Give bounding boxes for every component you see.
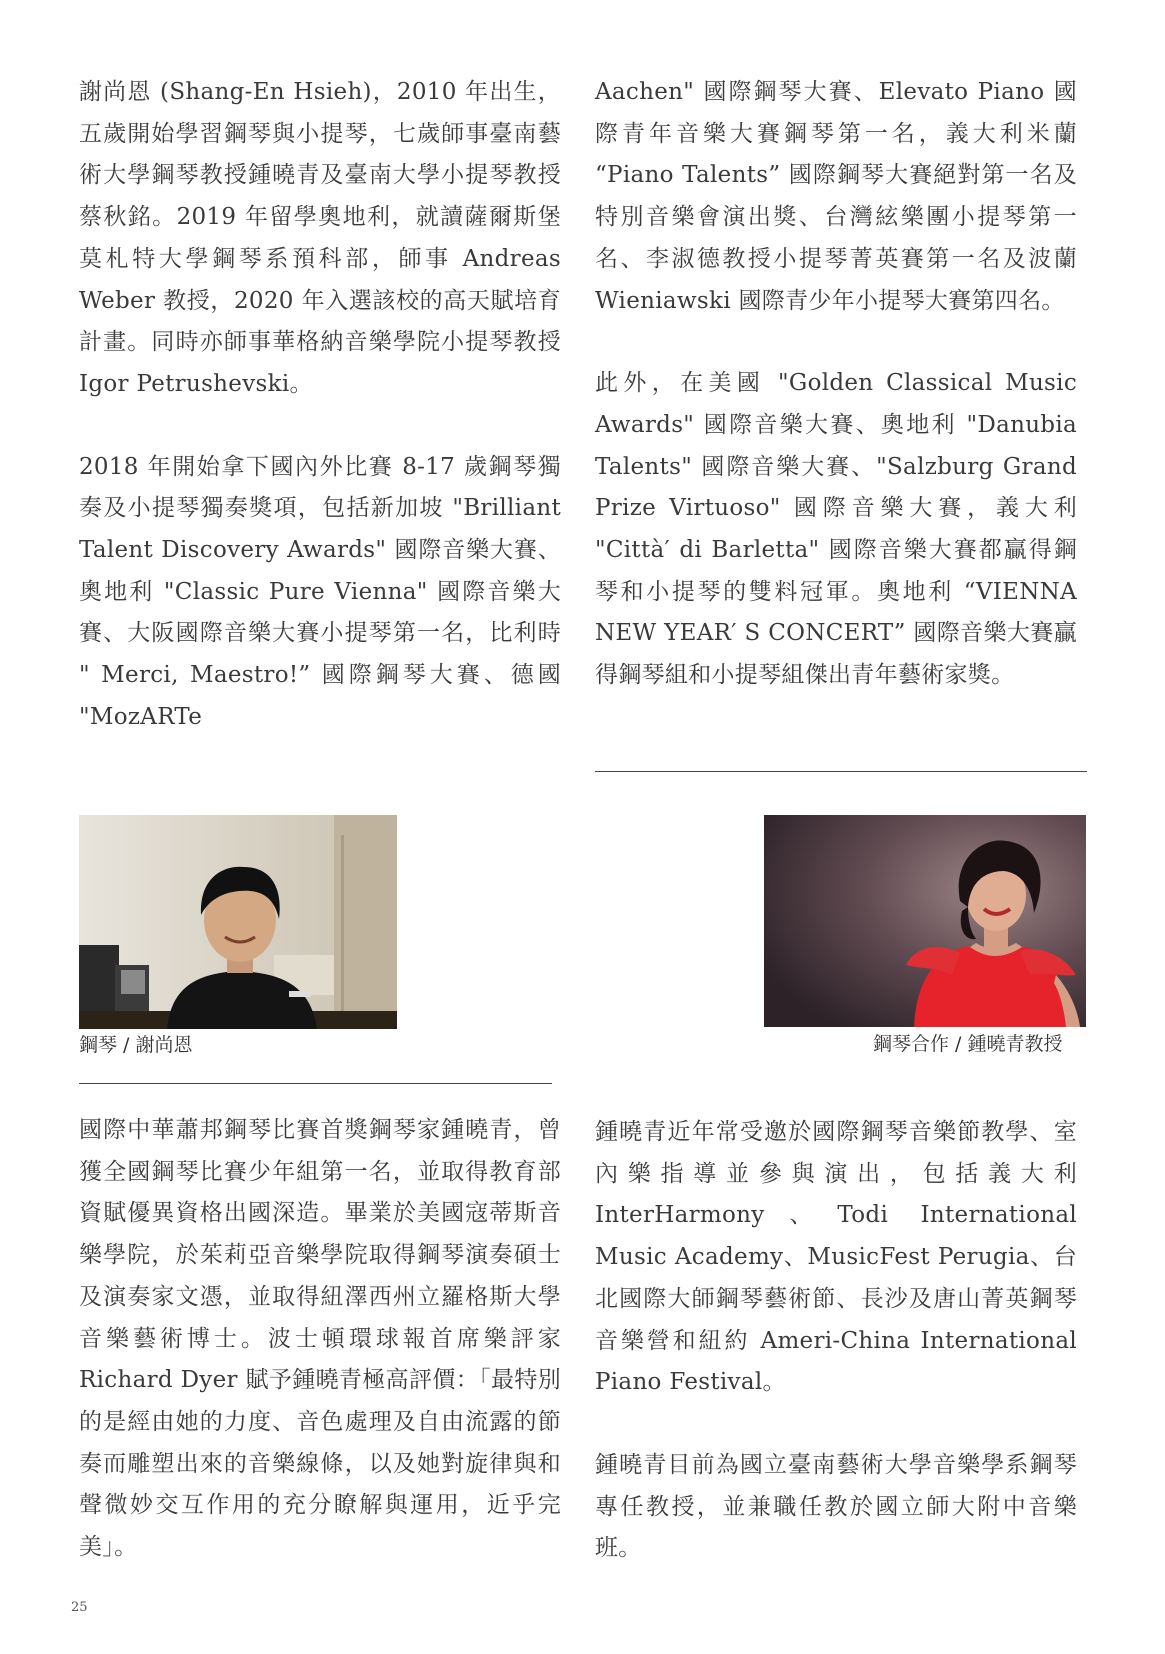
top-right-column — [595, 72, 1077, 697]
professor-position-paragraph: 鍾曉青目前為國立臺南藝術大學音樂學系鋼琴專任教授，並兼職任教於國立師大附中音樂班。 — [595, 1451, 1077, 1562]
bio-paragraph: 謝尚恩 (Shang-En Hsieh)，2010 年出生，五歲開始學習鋼琴與小提琴，七歲師事臺南藝術大學鋼琴教授鍾曉青及臺南大學小提琴教授蔡秋銘。2019 年留學奧地利，就讀薩爾斯堡莫札特大學鋼琴系預科部，師事 Andreas Weber 教授，2020 年入選該校的高天賦培育計畫。同時亦師事華格納音樂學院小提琴教授 Igor Petrushevski。 — [79, 79, 561, 397]
top-left-column — [79, 72, 561, 739]
professor-photo — [764, 815, 1086, 1027]
professor-photo-illustration — [764, 815, 1086, 1027]
pianist-photo-caption: 鋼琴 / 謝尚恩 — [79, 1034, 193, 1056]
professor-teaching-paragraph: 鍾曉青近年常受邀於國際鋼琴音樂節教學、室內樂指導並參與演出，包括義大利 InterHarmony、Todi International Music Academy、MusicFest Perugia、台北國際大師鋼琴藝術節、長沙及唐山菁英鋼琴音樂營和紐約 Ameri-China International Piano Festival。 — [595, 1119, 1077, 1396]
pianist-photo-illustration — [79, 815, 397, 1029]
awards-continued-paragraph: Aachen" 國際鋼琴大賽、Elevato Piano 國際青年音樂大賽鋼琴第一名，義大利米蘭 “Piano Talents” 國際鋼琴大賽絕對第一名及特別音樂會演出獎、台灣絃樂團小提琴第一名、李淑德教授小提琴菁英賽第一名及波蘭 Wieniawski 國際青少年小提琴大賽第四名。 — [595, 79, 1077, 314]
bottom-left-column — [79, 1110, 561, 1569]
awards-paragraph: 2018 年開始拿下國內外比賽 8-17 歲鋼琴獨奏及小提琴獨奏獎項，包括新加坡 "Brilliant Talent Discovery Awards" 國際音樂大賽、奧地利 "Classic Pure Vienna" 國際音樂大賽、大阪國際音樂大賽小提琴第一名，比利時 " Merci, Maestro!” 國際鋼琴大賽、德國 "MozARTe — [79, 453, 561, 730]
page-number: 25 — [71, 1600, 88, 1615]
pianist-photo — [79, 815, 397, 1029]
section-divider-left — [79, 1083, 552, 1084]
additional-awards-paragraph: 此外，在美國 "Golden Classical Music Awards" 國際音樂大賽、奧地利 "Danubia Talents" 國際音樂大賽、"Salzburg Grand Prize Virtuoso" 國際音樂大賽，義大利 "Città′ di Barletta" 國際音樂大賽都贏得鋼琴和小提琴的雙料冠軍。奧地利 “VIENNA NEW YEAR′ S CONCERT” 國際音樂大賽贏得鋼琴組和小提琴組傑出青年藝術家獎。 — [595, 370, 1077, 689]
section-divider-right — [595, 771, 1087, 772]
professor-photo-caption: 鋼琴合作 / 鍾曉青教授 — [873, 1033, 1063, 1055]
professor-bio-paragraph: 國際中華蕭邦鋼琴比賽首獎鋼琴家鍾曉青，曾獲全國鋼琴比賽少年組第一名，並取得教育部資賦優異資格出國深造。畢業於美國寇蒂斯音樂學院，於茱莉亞音樂學院取得鋼琴演奏碩士及演奏家文憑，並取得紐澤西州立羅格斯大學音樂藝術博士。波士頓環球報首席樂評家 Richard Dyer 賦予鍾曉青極高評價：「最特別的是經由她的力度、音色處理及自由流露的節奏而雕塑出來的音樂線條，以及她對旋律與和聲微妙交互作用的充分瞭解與運用，近乎完美」。 — [79, 1117, 561, 1561]
bottom-right-column — [595, 1112, 1077, 1570]
